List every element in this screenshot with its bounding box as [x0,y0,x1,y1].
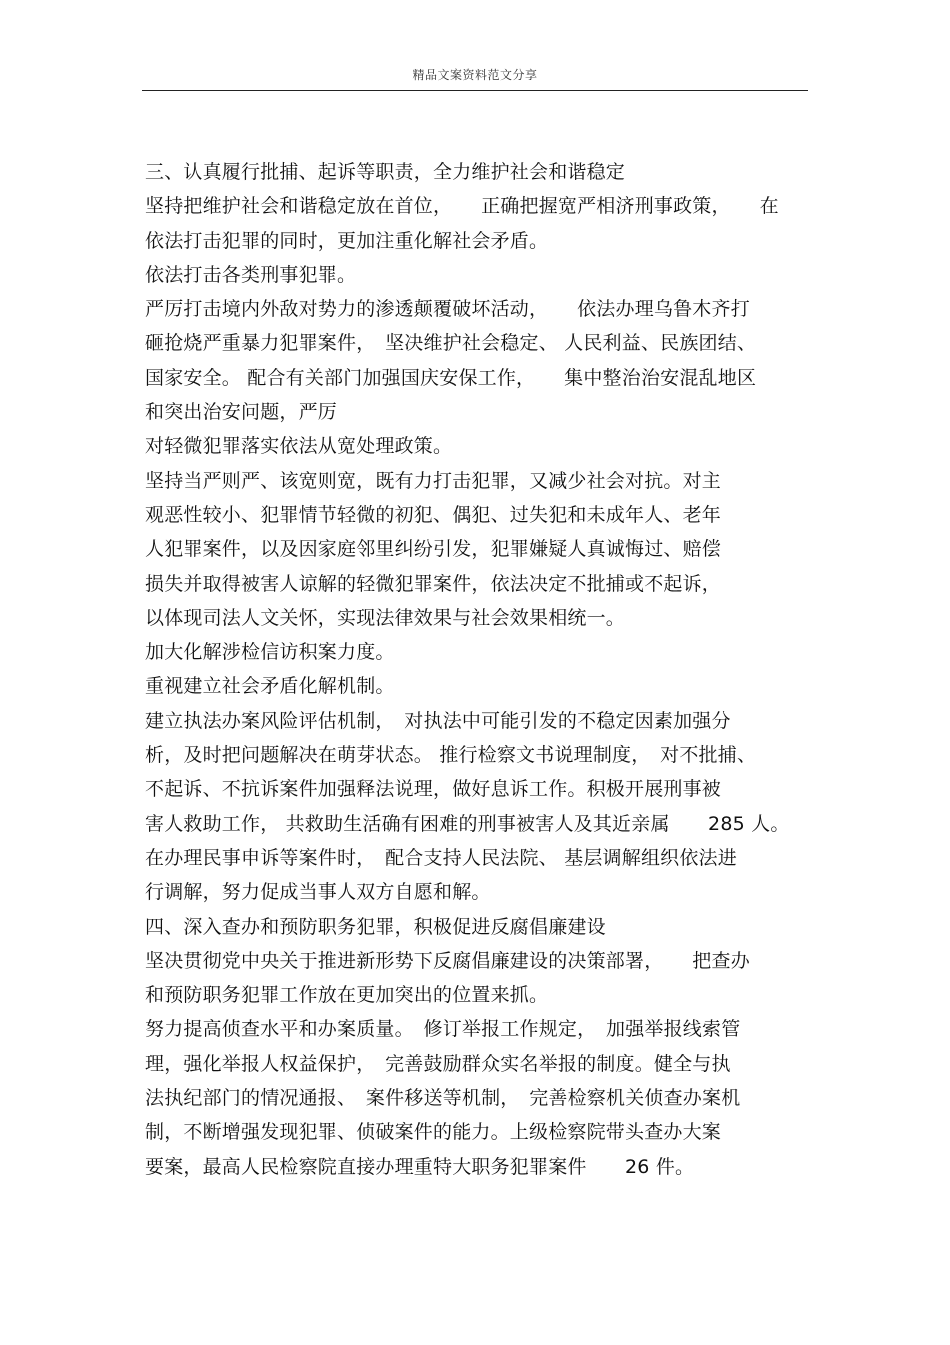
paragraph-line: 和突出治安问题，严厉 [145,401,338,424]
paragraph-line: 要案，最高人民检察院直接办理重特大职务犯罪案件 26 件。 [145,1155,695,1178]
paragraph-line: 人犯罪案件，以及因家庭邻里纠纷引发，犯罪嫌疑人真诚悔过、赔偿 [145,538,722,561]
section-heading-3: 三、认真履行批捕、起诉等职责，全力维护社会和谐稳定 [145,161,626,183]
page-header: 精品文案资料范文分享 [412,68,538,82]
paragraph-line: 和预防职务犯罪工作放在更加突出的位置来抓。 [145,984,549,1007]
paragraph-line: 坚决贯彻党中央关于推进新形势下反腐倡廉建设的决策部署， 把查办 [145,949,750,972]
paragraph-line: 努力提高侦查水平和办案质量。 修订举报工作规定， 加强举报线索管 [145,1018,741,1041]
paragraph-line: 害人救助工作， 共救助生活确有困难的刑事被害人及其近亲属 285 人。 [145,812,790,835]
paragraph-line: 理，强化举报人权益保护， 完善鼓励群众实名举报的制度。健全与执 [145,1052,731,1075]
header-divider [142,90,808,91]
document-body [145,155,825,1184]
paragraph-line: 观恶性较小、犯罪情节轻微的初犯、偶犯、过失犯和未成年人、老年 [145,503,722,526]
subheading-line: 对轻微犯罪落实依法从宽处理政策。 [145,435,453,458]
paragraph-line: 在办理民事申诉等案件时， 配合支持人民法院、 基层调解组织依法进 [145,846,737,869]
paragraph-line: 砸抢烧严重暴力犯罪案件， 坚决维护社会稳定、 人民利益、民族团结、 [145,332,757,355]
paragraph-line: 制，不断增强发现犯罪、侦破案件的能力。上级检察院带头查办大案 [145,1121,722,1144]
subheading-line: 依法打击各类刑事犯罪。 [145,263,357,286]
paragraph-line: 坚持当严则严、该宽则宽，既有力打击犯罪，又减少社会对抗。对主 [145,469,722,492]
paragraph-line: 不起诉、不抗诉案件加强释法说理，做好息诉工作。积极开展刑事被 [145,778,722,801]
paragraph-line: 损失并取得被害人谅解的轻微犯罪案件，依法决定不批捕或不起诉， [145,572,722,595]
paragraph-line: 国家安全。 配合有关部门加强国庆安保工作， 集中整治治安混乱地区 [145,366,757,389]
section-heading-4: 四、深入查办和预防职务犯罪，积极促进反腐倡廉建设 [145,915,606,938]
subheading-line: 重视建立社会矛盾化解机制。 [145,675,395,698]
paragraph-line: 以体现司法人文关怀，实现法律效果与社会效果相统一。 [145,606,626,629]
paragraph-line: 依法打击犯罪的同时，更加注重化解社会矛盾。 [145,229,549,252]
subheading-line: 加大化解涉检信访积案力度。 [145,641,395,664]
paragraph-line: 析，及时把问题解决在萌芽状态。 推行检察文书说理制度， 对不批捕、 [145,744,757,767]
paragraph-line: 严厉打击境内外敌对势力的渗透颠覆破坏活动， 依法办理乌鲁木齐打 [145,298,750,321]
paragraph-line: 行调解，努力促成当事人双方自愿和解。 [145,881,491,904]
paragraph-line: 法执纪部门的情况通报、 案件移送等机制， 完善检察机关侦查办案机 [145,1087,741,1110]
paragraph-line: 建立执法办案风险评估机制， 对执法中可能引发的不稳定因素加强分 [145,709,731,732]
paragraph-line: 坚持把维护社会和谐稳定放在首位， 正确把握宽严相济刑事政策， 在 [145,195,779,218]
